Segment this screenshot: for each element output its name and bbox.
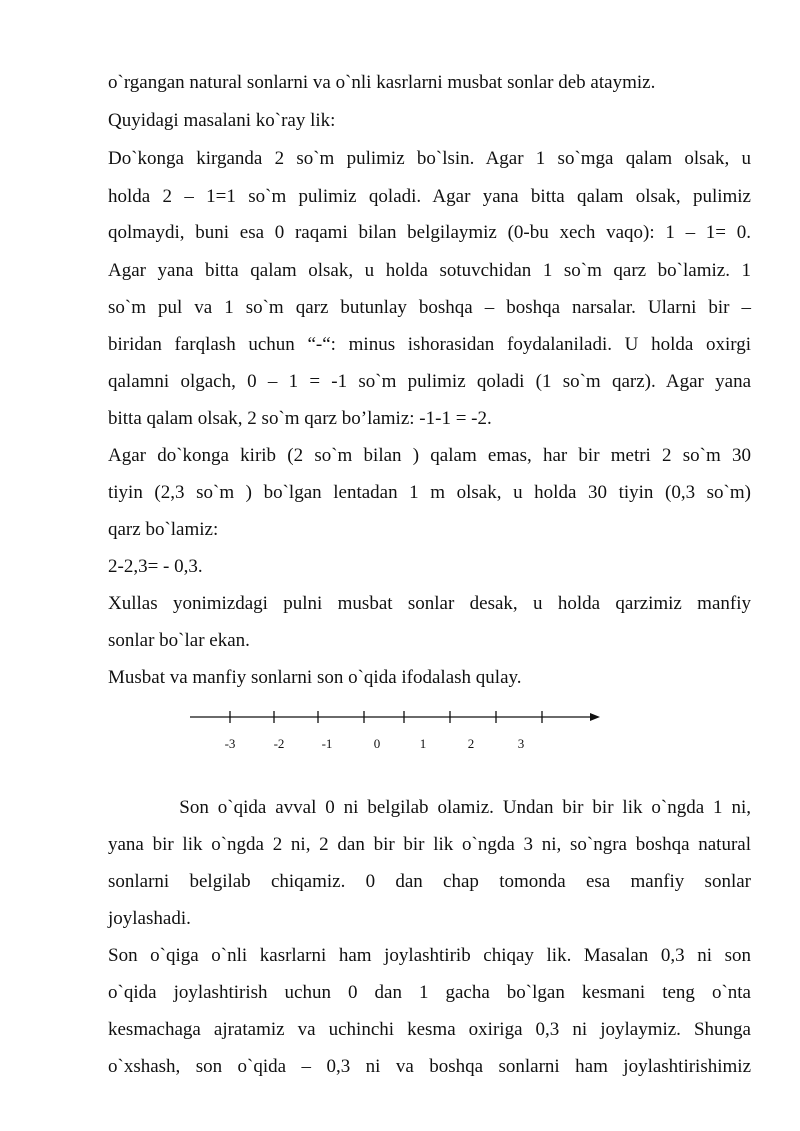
text-line: joylashadi. [108,908,191,929]
tick-label: -1 [321,736,333,751]
text-line: tiyin (2,3 so`m ) bo`lgan lentadan 1 m olsak, u holda 30 tiyin (0,3 so`m) [108,482,751,503]
text-line: 2-2,3= - 0,3. [108,556,203,577]
text-line: o`qida joylashtirish uchun 0 dan 1 gacha bo`lgan kesmani teng o`nta [108,982,751,1003]
text-line: qalamni olgach, 0 – 1 = -1 so`m pulimiz qoladi (1 so`m qarz). Agar yana [108,371,751,392]
text-line: Agar do`konga kirib (2 so`m bilan ) qalam emas, har bir metri 2 so`m 30 [108,445,751,466]
number-line [186,702,606,758]
text-line: qolmaydi, buni esa 0 raqami bilan belgilaymiz (0-bu xech vaqo): 1 – 1= 0. [108,222,751,243]
text-line: Son o`qida avval 0 ni belgilab olamiz. Undan bir bir lik o`ngda 1 ni, [108,797,751,818]
tick-label: 1 [419,736,427,751]
tick-label: 2 [467,736,475,751]
text-line: o`rgangan natural sonlarni va o`nli kasrlarni musbat sonlar deb ataymiz. [108,72,656,93]
text-line: so`m pul va 1 so`m qarz butunlay boshqa – boshqa narsalar. Ularni bir – [108,297,751,318]
tick-label: 3 [517,736,525,751]
text-line: Agar yana bitta qalam olsak, u holda sotuvchidan 1 so`m qarz bo`lamiz. 1 [108,260,751,281]
text-line: holda 2 – 1=1 so`m pulimiz qoladi. Agar yana bitta qalam olsak, pulimiz [108,186,751,207]
text-line: sonlarni belgilab chiqamiz. 0 dan chap tomonda esa manfiy sonlar [108,871,751,892]
text-line: Xullas yonimizdagi pulni musbat sonlar desak, u holda qarzimiz manfiy [108,593,751,614]
tick-label: 0 [373,736,381,751]
text-line: Musbat va manfiy sonlarni son o`qida ifodalash qulay. [108,667,522,688]
text-line: Do`konga kirganda 2 so`m pulimiz bo`lsin. Agar 1 so`mga qalam olsak, u [108,148,751,169]
text-line: biridan farqlash uchun “-“: minus ishorasidan foydalaniladi. U holda oxirgi [108,334,751,355]
text-line: sonlar bo`lar ekan. [108,630,250,651]
tick-label: -2 [273,736,285,751]
arrow-right-icon [590,713,600,721]
text-line: Quyidagi masalani ko`ray lik: [108,110,336,131]
tick-label: -3 [224,736,236,751]
text-line: yana bir lik o`ngda 2 ni, 2 dan bir bir lik o`ngda 3 ni, so`ngra boshqa natural [108,834,751,855]
text-line: kesmachaga ajratamiz va uchinchi kesma oxiriga 0,3 ni joylaymiz. Shunga [108,1019,751,1040]
text-line: qarz bo`lamiz: [108,519,219,540]
text-line: o`xshash, son o`qida – 0,3 ni va boshqa sonlarni ham joylashtirishimiz [108,1056,751,1077]
text-line: Son o`qiga o`nli kasrlarni ham joylashtirib chiqay lik. Masalan 0,3 ni son [108,945,751,966]
text-line: bitta qalam olsak, 2 so`m qarz bo’lamiz: -1-1 = -2. [108,408,492,429]
